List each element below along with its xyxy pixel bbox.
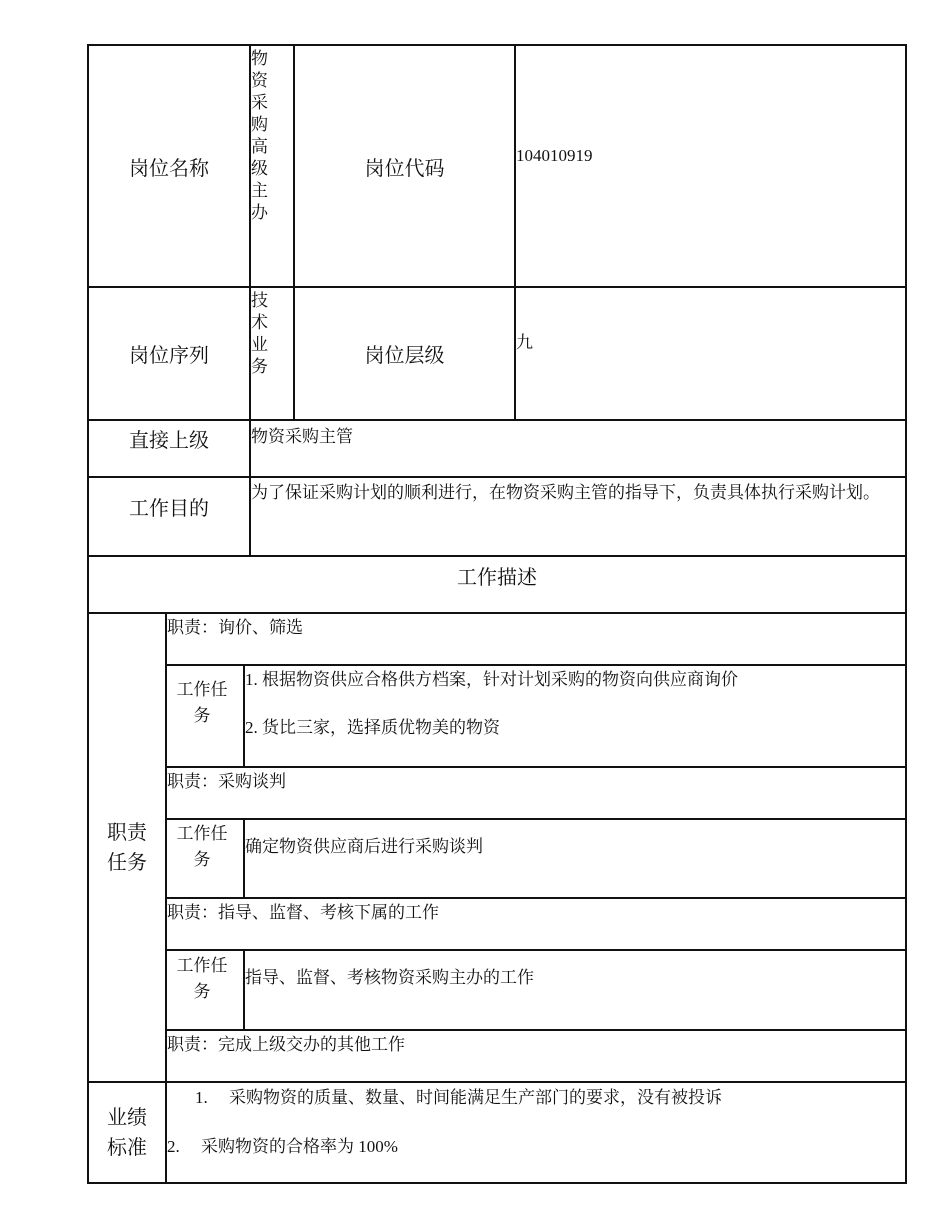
position-series-label: 岗位序列 <box>129 345 209 367</box>
border-bottom <box>87 1182 907 1184</box>
superior-label: 直接上级 <box>129 429 209 452</box>
position-code-label: 岗位代码 <box>364 157 445 180</box>
divider-task3 <box>243 949 245 1031</box>
purpose-label: 工作目的 <box>129 497 209 520</box>
duty-3-title: 职责：指导、监督、考核下属的工作 <box>167 903 439 922</box>
divider-duty3 <box>165 949 907 951</box>
duty-3-task-label: 工作任务 <box>176 956 228 1001</box>
duty-1-title: 职责：询价、筛选 <box>167 618 303 637</box>
performance-label-text: 业绩标准 <box>107 1106 147 1159</box>
divider-duty2 <box>165 818 907 820</box>
performance-item-2: 2. 采购物资的合格率为 100% <box>167 1137 398 1156</box>
position-name-label: 岗位名称 <box>129 157 209 180</box>
position-level-value: 九 <box>516 333 533 352</box>
duties-label <box>89 614 165 1081</box>
duty-1-task-1: 1. 根据物资供应合格供方档案，针对计划采购的物资向供应商询价 <box>245 670 738 689</box>
duty-1-task-label: 工作任务 <box>176 680 228 725</box>
performance-label <box>89 1083 165 1182</box>
performance-item-1: 1. 采购物资的质量、数量、时间能满足生产部门的要求，没有被投诉 <box>195 1088 722 1107</box>
divider-row5 <box>87 612 907 614</box>
duty-1-task-2: 2. 货比三家，选择质优物美的物资 <box>245 718 500 737</box>
divider-duty3-end <box>165 1029 907 1031</box>
duty-4-title: 职责：完成上级交办的其他工作 <box>167 1035 405 1054</box>
divider-col-code <box>514 44 516 421</box>
superior-value: 物资采购主管 <box>251 427 353 446</box>
duty-2-title: 职责：采购谈判 <box>167 772 286 791</box>
duties-label-text: 职责任务 <box>107 821 147 874</box>
divider-performance <box>87 1081 907 1083</box>
purpose-value: 为了保证采购计划的顺利进行，在物资采购主管的指导下，负责具体执行采购计划。 <box>251 483 880 502</box>
duty-3-task-1: 指导、监督、考核物资采购主办的工作 <box>245 968 534 987</box>
position-level-label: 岗位层级 <box>364 345 445 367</box>
border-right <box>905 44 907 1184</box>
divider-duty1 <box>165 664 907 666</box>
position-code-value: 104010919 <box>516 146 593 165</box>
position-series-value: 技术业务 <box>251 291 268 376</box>
divider-duty2-end <box>165 897 907 899</box>
duty-2-task-1: 确定物资供应商后进行采购谈判 <box>245 837 483 856</box>
position-name-value: 物资采购高级主办 <box>251 49 268 222</box>
divider-duty1-end <box>165 766 907 768</box>
description-header: 工作描述 <box>457 566 537 589</box>
duty-2-task-label: 工作任务 <box>176 824 228 869</box>
